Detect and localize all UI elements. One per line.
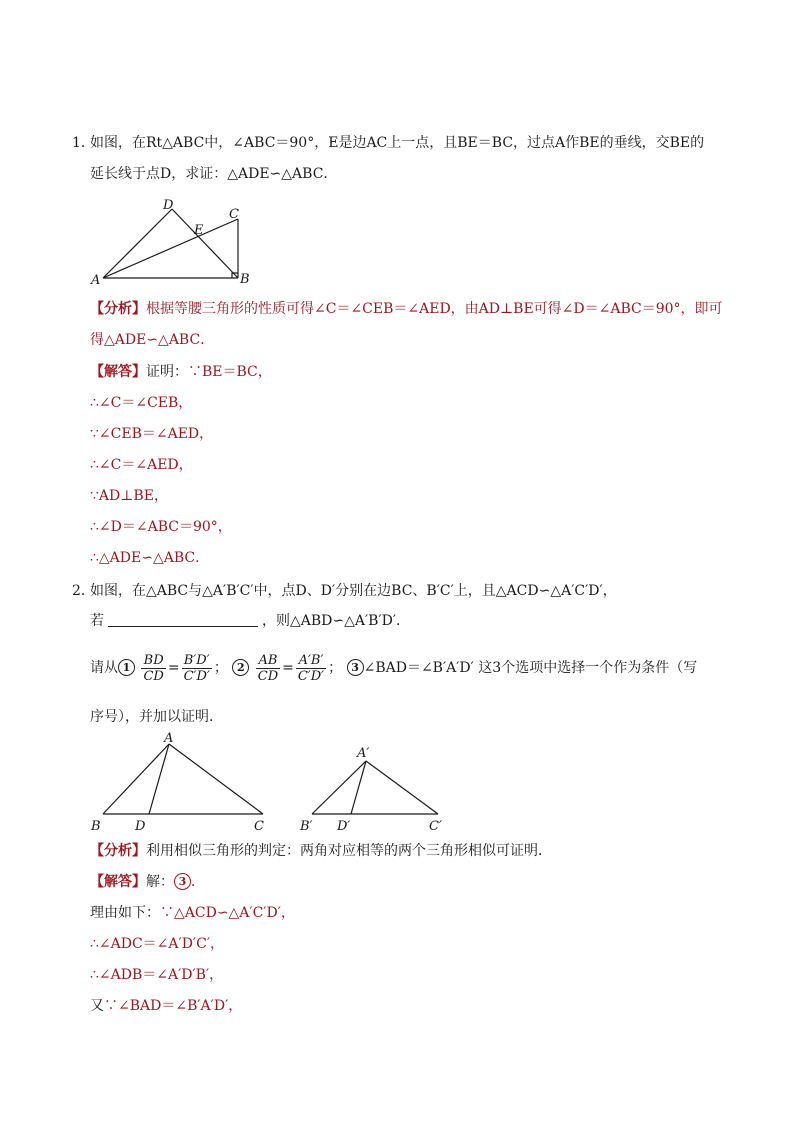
q2-statement-line2 [90, 612, 410, 630]
q1-number: 1． [72, 135, 95, 151]
q2-reason-line1 [90, 904, 295, 922]
q1-analysis-line2: 得△ADE∽△ABC． [90, 332, 215, 348]
q2-fraction-2a: $\frac{AB}{CD}$ [257, 652, 279, 684]
q2-reason-line4 [90, 997, 242, 1015]
q1-label-d: D [163, 198, 174, 213]
q2-options-suffix: 这3个选项中选择一个作为条件（写 [478, 660, 698, 676]
q2-option-2-mark: 2 [232, 659, 249, 676]
q2-left-label-a: A [164, 731, 174, 746]
q1-statement-line2: 延长线于点D，求证：△ADE∽△ABC． [90, 166, 338, 182]
q1-answer-intro: 证明： [146, 364, 188, 380]
q1-label-a: A [91, 273, 101, 286]
q1-proof-step-4: ∴∠C＝∠AED， [90, 457, 193, 473]
q2-figure-left [86, 728, 276, 834]
q2-fraction-1b: $\frac{B'D'}{C'D'}$ [183, 652, 210, 684]
q2-statement-line1: 如图，在△ABC与△A′B′C′中，点D、D′分别在边BC、B′C′上，且△ACD∽△A′C′D′， [90, 583, 617, 599]
q2-number: 2． [72, 583, 95, 599]
q2-line2-post: ，则△ABD∽△A′B′D′． [262, 613, 411, 629]
q1-label-b: B [240, 272, 250, 286]
q2-left-label-d: D [135, 819, 146, 834]
q2-answer-pre: 解： [146, 874, 174, 890]
q2-right-label-a: A′ [357, 746, 370, 761]
q1-figure [86, 194, 256, 286]
q2-reason-4-pre: 又 [90, 998, 104, 1014]
q2-left-segment-ac [169, 744, 263, 814]
q1-analysis-text1: 根据等腰三角形的性质可得∠C＝∠CEB＝∠AED，由AD⊥BE可得∠D＝∠ABC＝90°，即可 [146, 301, 723, 317]
q2-option-3-mark: 3 [347, 659, 364, 676]
q2-analysis-tag: 【分析】 [90, 843, 146, 859]
q2-fraction-1a: $\frac{BD}{CD}$ [143, 652, 164, 684]
q1-segment-ad [103, 209, 172, 278]
q1-label-e: E [194, 223, 204, 238]
q2-fraction-2b: $\frac{A'B'}{C'D'}$ [297, 652, 325, 684]
q1-label-c: C [229, 207, 239, 222]
q2-left-label-c: C [254, 819, 264, 834]
q1-segment-ac [103, 219, 238, 278]
q2-answer-line [90, 873, 205, 891]
q1-proof-step-2: ∴∠C＝∠CEB， [90, 395, 193, 411]
q1-analysis-tag: 【分析】 [90, 301, 146, 317]
q1-proof-step-1: ∵BE＝BC， [188, 364, 272, 380]
q2-option-3-text: ∠BAD＝∠B′A′D′ [363, 660, 474, 676]
q1-analysis-line1 [90, 300, 723, 318]
q2-analysis-line [90, 842, 552, 860]
q2-right-label-b: B′ [300, 819, 313, 834]
q1-proof-step-7: ∴△ADE∽△ABC． [90, 550, 210, 566]
q2-options-line: 请从 1 $\frac{BD}{CD}$ = $\frac{B'D'}{C'D'}$ ； 2 $\frac{AB}{CD}$ = $\frac{A'B'}{C'D'}$ ； 3 ∠BAD＝∠B′A′D′ 这3个选项中选择一个作为条件（写 [90, 652, 698, 684]
q1-proof-step-6: ∴∠D＝∠ABC＝90°， [90, 519, 232, 535]
q2-line2-pre: 若 [90, 613, 104, 629]
q2-left-label-b: B [91, 819, 101, 834]
q2-answer-blank [108, 612, 258, 627]
q2-options-prefix: 请从 [90, 660, 118, 676]
q2-reason-2: ∴∠ADC＝∠A′D′C′， [90, 936, 224, 952]
q1-statement-line1: 如图，在Rt△ABC中，∠ABC＝90°，E是边AC上一点，且BE＝BC，过点A作BE的垂线，交BE的 [90, 135, 705, 151]
q2-reason-pre: 理由如下： [90, 905, 160, 921]
q2-right-label-c: C′ [429, 819, 442, 834]
q2-figure-right [296, 738, 456, 834]
q2-reason-4: ∵∠BAD＝∠B′A′D′， [104, 998, 243, 1014]
q1-answer-tag: 【解答】 [90, 364, 146, 380]
q1-proof-step-3: ∵∠CEB＝∠AED， [90, 426, 214, 442]
q2-statement-line4: 序号），并加以证明． [90, 709, 223, 725]
q2-right-segment-ac [366, 761, 438, 814]
q1-proof-step-5: ∵AD⊥BE， [90, 488, 168, 504]
q2-answer-post: ． [191, 874, 205, 890]
q2-right-label-d: D′ [337, 819, 351, 834]
q2-reason-3: ∴∠ADB＝∠A′D′B′， [90, 967, 224, 983]
q2-option-1-mark: 1 [118, 659, 135, 676]
q2-answer-tag: 【解答】 [90, 874, 146, 890]
q2-answer-mark: 3 [174, 873, 191, 890]
q2-reason-1: ∵△ACD∽△A′C′D′， [160, 905, 295, 921]
q2-analysis-text: 利用相似三角形的判定：两角对应相等的两个三角形相似可证明． [146, 843, 552, 859]
q1-answer-line [90, 363, 272, 381]
